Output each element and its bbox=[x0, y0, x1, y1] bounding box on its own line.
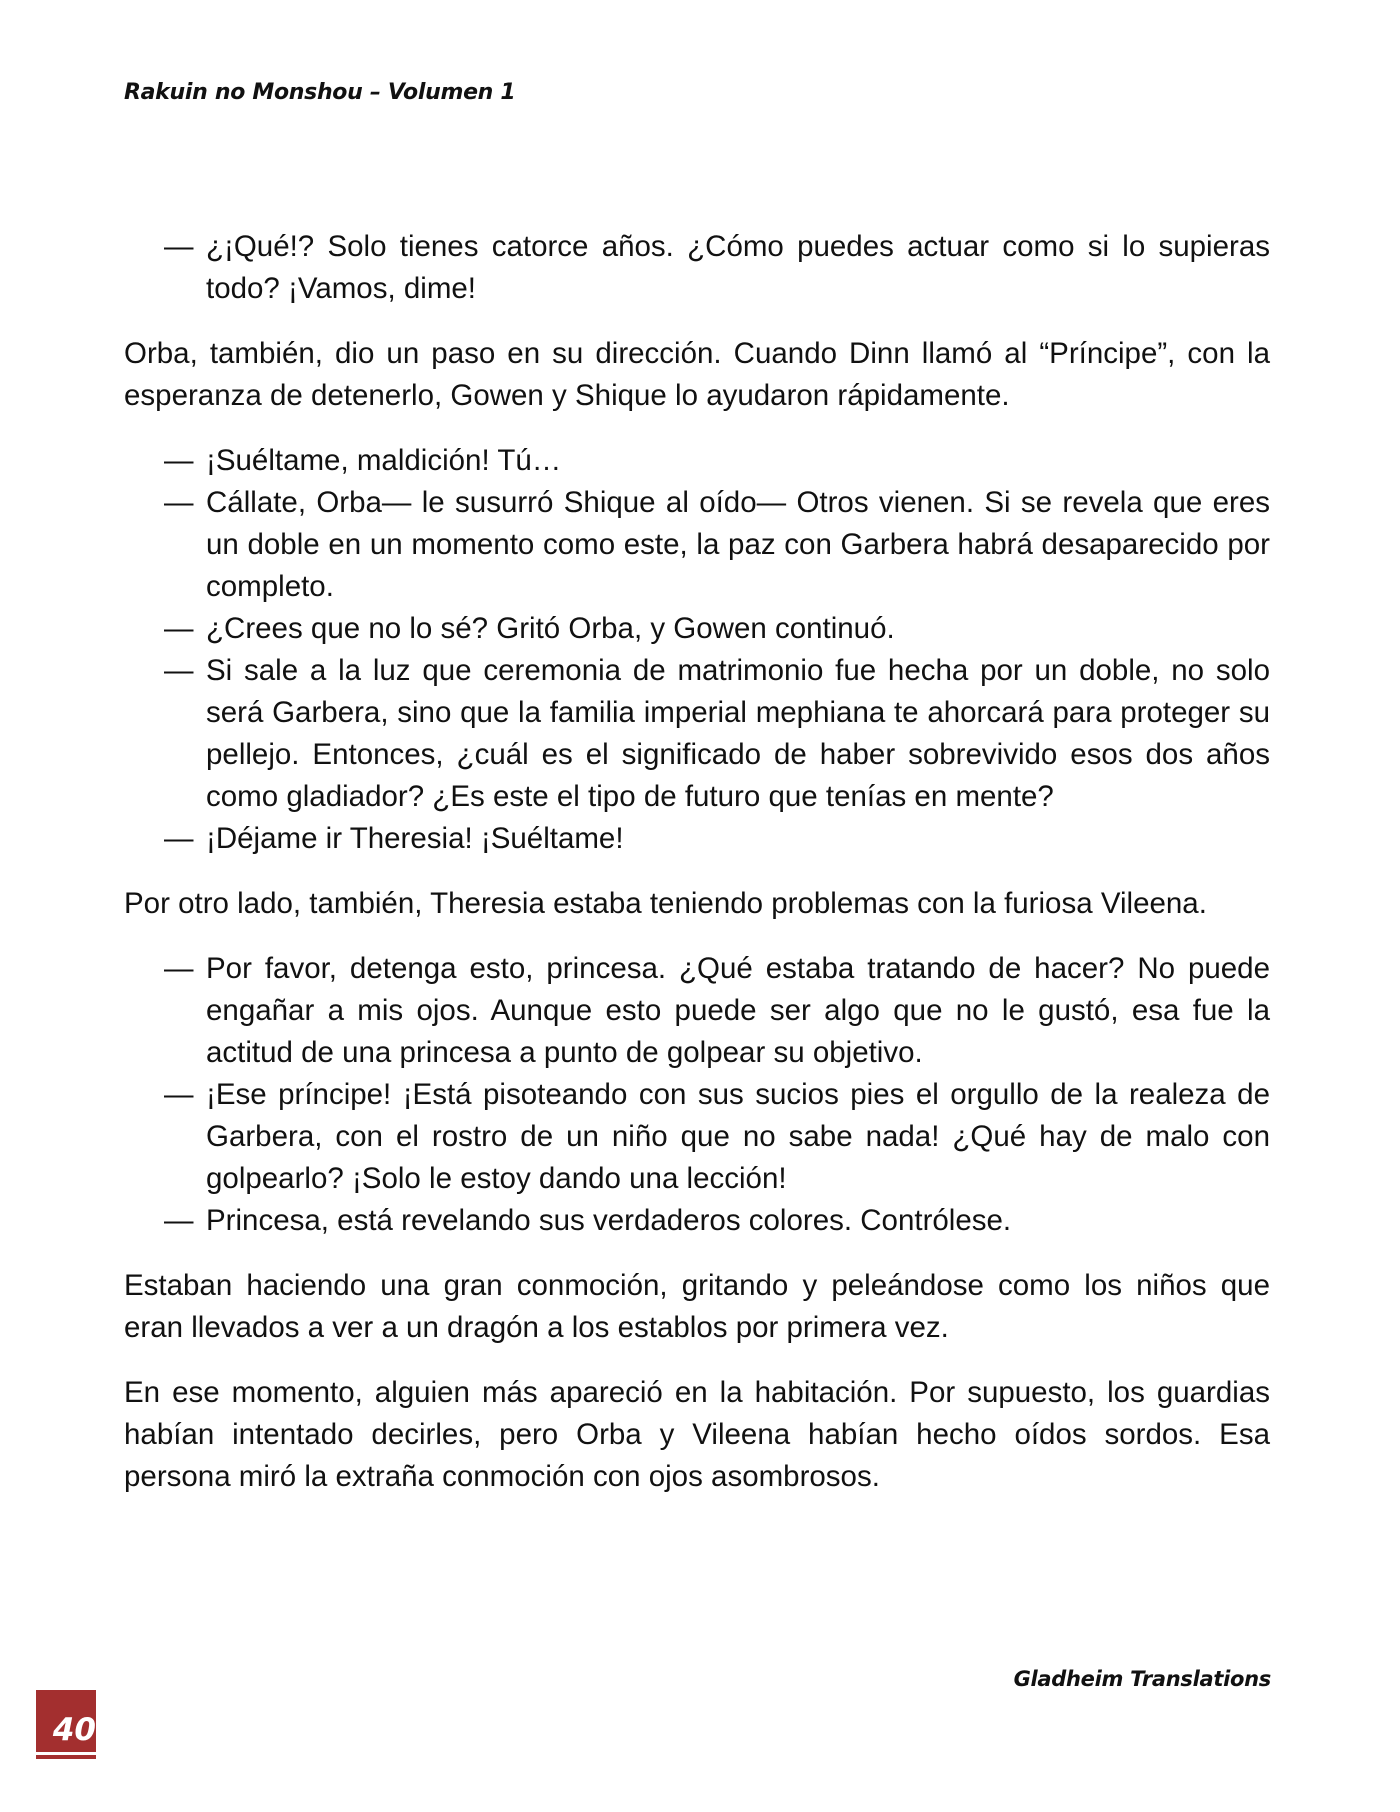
dialogue-text: ¡Déjame ir Theresia! ¡Suéltame! bbox=[206, 822, 624, 855]
em-dash: — bbox=[164, 486, 194, 519]
em-dash: — bbox=[164, 230, 194, 263]
narrative-paragraph: Estaban haciendo una gran conmoción, gritando y peleándose como los niños que eran llevados a ver a un dragón a los establos por primera vez. bbox=[124, 1269, 1270, 1344]
dialogue-block bbox=[124, 226, 1270, 310]
dialogue-line bbox=[124, 608, 1270, 650]
dialogue-text: Si sale a la luz que ceremonia de matrimonio fue hecha por un doble, no solo será Garbera, sino que la familia imperial mephiana te ahorcará para proteger su pellejo. Entonces, ¿cuál es el significado de haber sobrevivido esos dos años como gladiador? ¿Es este el tipo de futuro que tenías en mente? bbox=[206, 654, 1270, 813]
dialogue-text: ¡Ese príncipe! ¡Está pisoteando con sus sucios pies el orgullo de la realeza de Garbera, con el rostro de un niño que no sabe nada! ¿Qué hay de malo con golpearlo? ¡Solo le estoy dando una lección! bbox=[206, 1078, 1270, 1195]
dialogue-line bbox=[124, 1074, 1270, 1200]
dialogue-text: ¡Suéltame, maldición! Tú… bbox=[206, 444, 562, 477]
dialogue-block bbox=[124, 948, 1270, 1242]
dialogue-line bbox=[124, 440, 1270, 482]
footer-credit: Gladheim Translations bbox=[1013, 1667, 1271, 1691]
dialogue-line bbox=[124, 818, 1270, 860]
em-dash: — bbox=[164, 612, 194, 645]
dialogue-line bbox=[124, 948, 1270, 1074]
dialogue-text: ¿¡Qué!? Solo tienes catorce años. ¿Cómo puedes actuar como si lo supieras todo? ¡Vamos, dime! bbox=[206, 230, 1270, 305]
dialogue-line bbox=[124, 1200, 1270, 1242]
dialogue-block bbox=[124, 440, 1270, 860]
body-text bbox=[124, 226, 1270, 1521]
dialogue-text: Cállate, Orba— le susurró Shique al oído— Otros vienen. Si se revela que eres un doble en un momento como este, la paz con Garbera habrá desaparecido por completo. bbox=[206, 486, 1270, 603]
dialogue-text: Por favor, detenga esto, princesa. ¿Qué estaba tratando de hacer? No puede engañar a mis ojos. Aunque esto puede ser algo que no le gustó, esa fue la actitud de una princesa a punto de golpear su objetivo. bbox=[206, 952, 1270, 1069]
narrative-paragraph: En ese momento, alguien más apareció en la habitación. Por supuesto, los guardias habían intentado decirles, pero Orba y Vileena habían hecho oídos sordos. Esa persona miró la extraña conmoción con ojos asombrosos. bbox=[124, 1376, 1270, 1493]
em-dash: — bbox=[164, 952, 194, 985]
em-dash: — bbox=[164, 822, 194, 855]
page-number: 40 bbox=[52, 1712, 96, 1748]
page-number-rule bbox=[36, 1752, 96, 1755]
dialogue-line bbox=[124, 650, 1270, 818]
narrative-paragraph: Por otro lado, también, Theresia estaba teniendo problemas con la furiosa Vileena. bbox=[124, 887, 1207, 920]
em-dash: — bbox=[164, 654, 194, 687]
dialogue-text: ¿Crees que no lo sé? Gritó Orba, y Gowen continuó. bbox=[206, 612, 895, 645]
narrative-paragraph: Orba, también, dio un paso en su dirección. Cuando Dinn llamó al “Príncipe”, con la esperanza de detenerlo, Gowen y Shique lo ayudaron rápidamente. bbox=[124, 337, 1270, 412]
em-dash: — bbox=[164, 1078, 194, 1111]
em-dash: — bbox=[164, 444, 194, 477]
dialogue-text: Princesa, está revelando sus verdaderos colores. Contrólese. bbox=[206, 1204, 1012, 1237]
dialogue-line bbox=[124, 226, 1270, 310]
em-dash: — bbox=[164, 1204, 194, 1237]
dialogue-line bbox=[124, 482, 1270, 608]
running-head-title: Rakuin no Monshou – Volumen 1 bbox=[124, 80, 516, 105]
